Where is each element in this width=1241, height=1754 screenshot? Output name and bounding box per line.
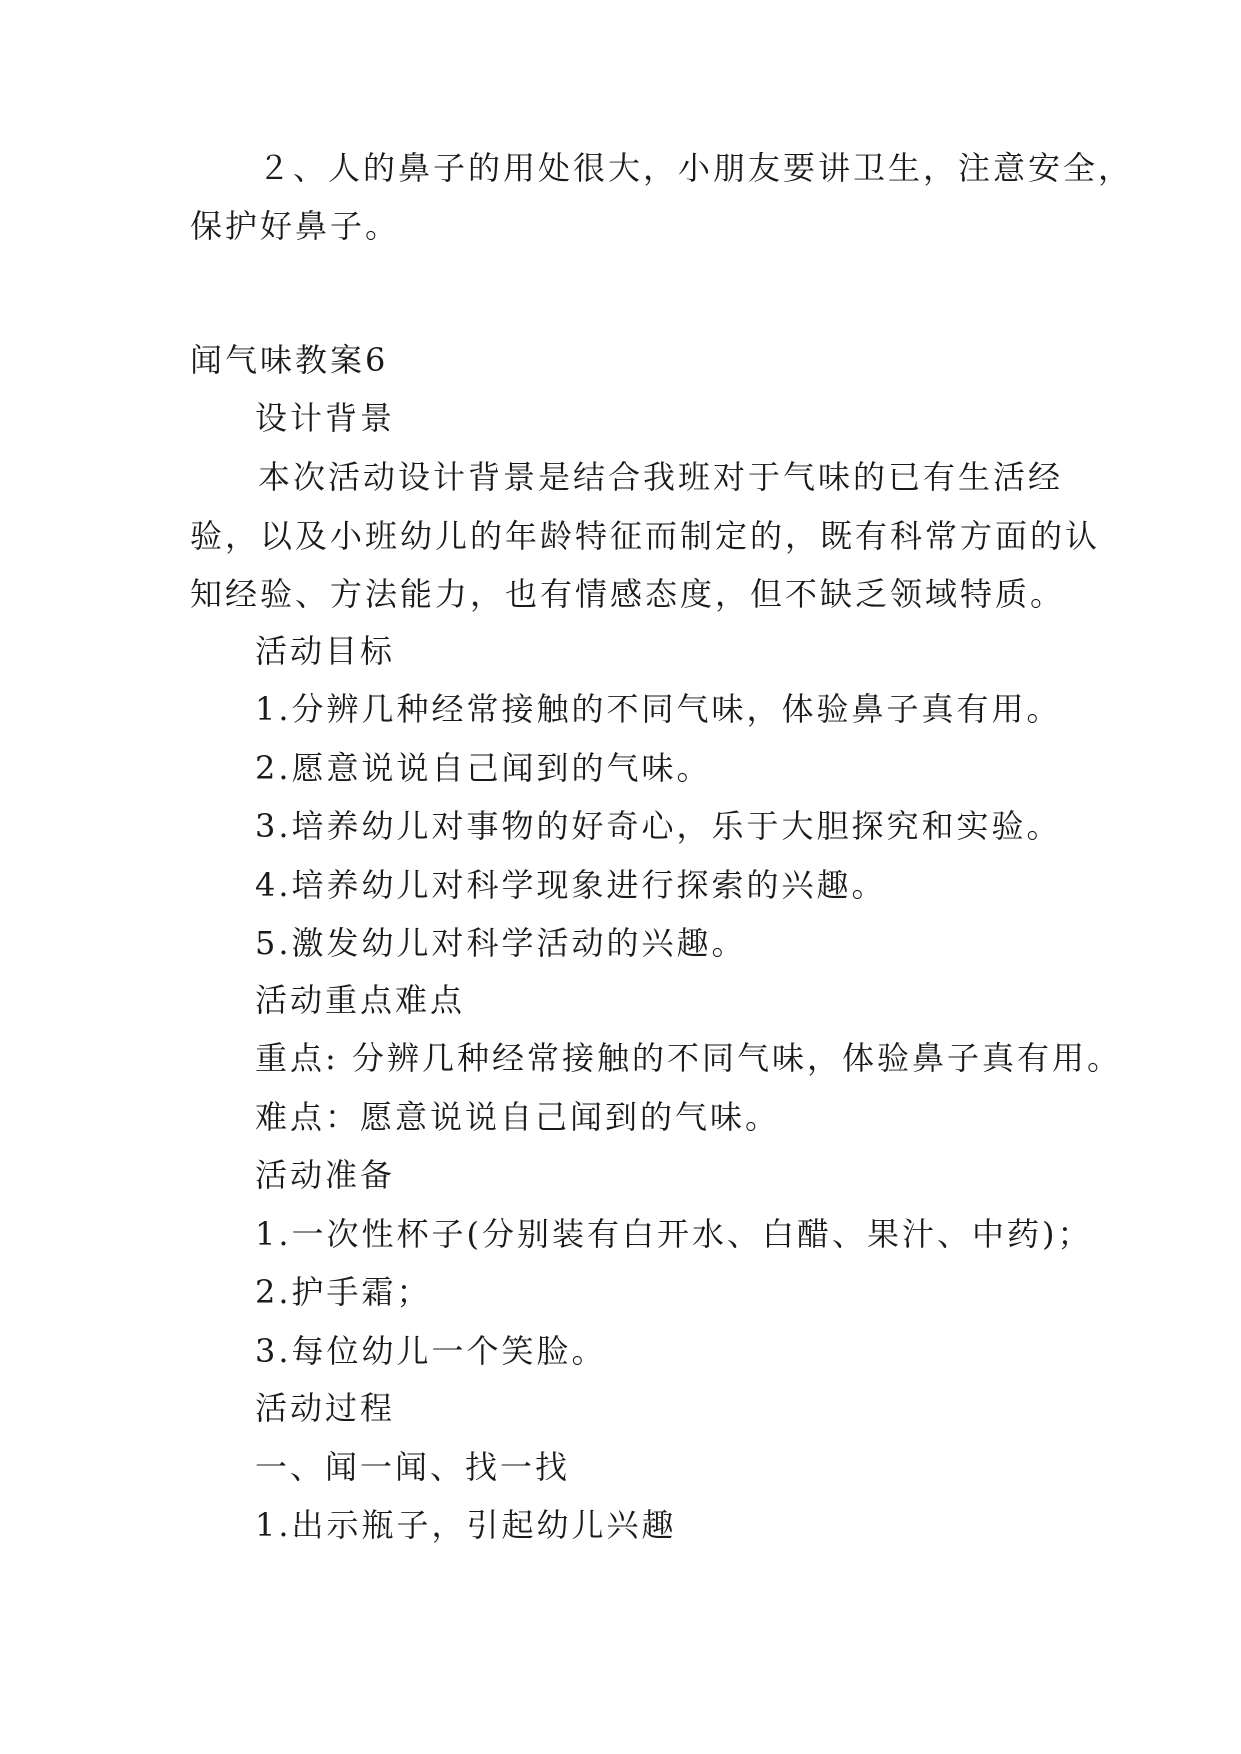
design-background-heading: 设计背景 <box>255 399 396 437</box>
continuation-line-2: 保护好鼻子。 <box>190 207 401 245</box>
design-background-para-line-3: 知经验、方法能力，也有情感态度，但不缺乏领域特质。 <box>190 575 1066 613</box>
goal-item: 4.培养幼儿对科学现象进行探索的兴趣。 <box>255 866 887 904</box>
process-heading: 活动过程 <box>255 1389 396 1427</box>
continuation-line-1: ２、人的鼻子的用处很大，小朋友要讲卫生，注意安全， <box>258 149 1134 187</box>
goal-item: 1.分辨几种经常接触的不同气味，体验鼻子真有用。 <box>255 690 1062 728</box>
preparation-item: 3.每位幼儿一个笑脸。 <box>255 1332 607 1370</box>
design-background-para-line-2: 验，以及小班幼儿的年龄特征而制定的，既有科常方面的认 <box>190 517 1101 555</box>
section-title: 闻气味教案6 <box>190 341 389 379</box>
preparation-item: 1.一次性杯子(分别装有白开水、白醋、果汁、中药)； <box>255 1215 1093 1253</box>
key-points-heading: 活动重点难点 <box>255 981 466 1019</box>
process-step-1-item-1: 1.出示瓶子，引起幼儿兴趣 <box>255 1506 677 1544</box>
goal-item: 3.培养幼儿对事物的好奇心，乐于大胆探究和实验。 <box>255 807 1062 845</box>
design-background-para-line-1: 本次活动设计背景是结合我班对于气味的已有生活经 <box>258 458 1064 496</box>
preparation-heading: 活动准备 <box>255 1156 396 1194</box>
preparation-item: 2.护手霜； <box>255 1273 432 1311</box>
goals-heading: 活动目标 <box>255 632 396 670</box>
goal-item: 2.愿意说说自己闻到的气味。 <box>255 749 712 787</box>
key-point-focus: 重点: 分辨几种经常接触的不同气味，体验鼻子真有用。 <box>255 1039 1122 1077</box>
goal-item: 5.激发幼儿对科学活动的兴趣。 <box>255 924 747 962</box>
process-step-1: 一、闻一闻、找一找 <box>255 1448 571 1486</box>
key-point-difficulty: 难点：愿意说说自己闻到的气味。 <box>255 1098 781 1136</box>
